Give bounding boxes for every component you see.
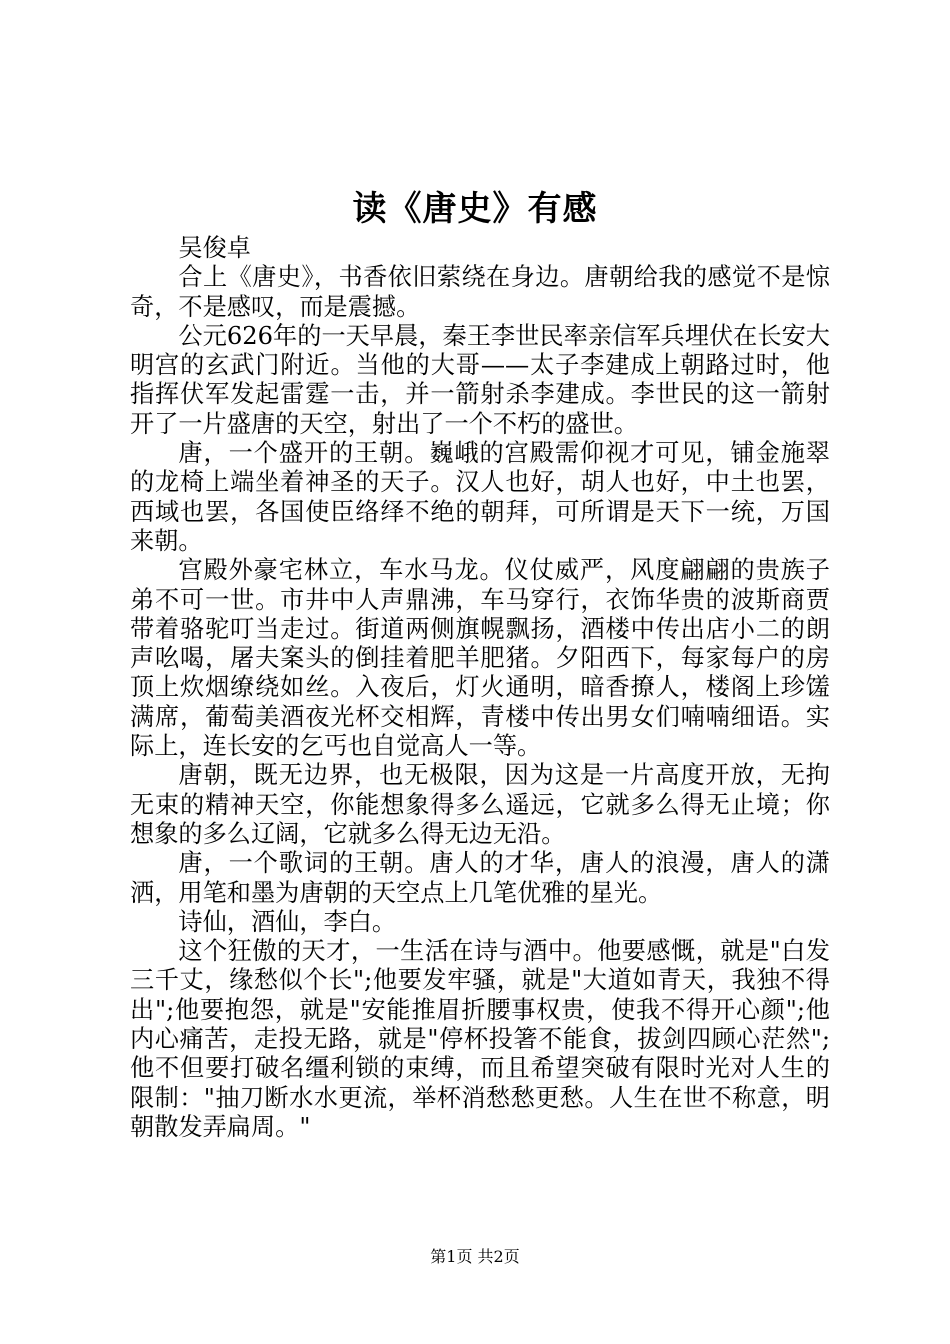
paragraph-1: 合上《唐史》，书香依旧萦绕在身边。唐朝给我的感觉不是惊奇，不是感叹，而是震撼。 [130,263,830,321]
document-title: 读《唐史》有感 [352,189,598,229]
paragraph-5: 唐朝，既无边界，也无极限，因为这是一片高度开放，无拘无束的精神天空，你能想象得多么遥远，它就多么得无止境；你想象的多么辽阔，它就多么得无边无沿。 [130,761,830,848]
paragraph-3: 唐，一个盛开的王朝。巍峨的宫殿需仰视才可见，铺金施翠的龙椅上端坐着神圣的天子。汉人也好，胡人也好，中土也罢，西域也罢，各国使臣络绎不绝的朝拜，可所谓是天下一统，万国来朝。 [130,439,830,555]
author-line: 吴俊卓 [178,234,251,262]
document-body [130,234,830,1142]
paragraph-7: 诗仙，酒仙，李白。 [178,907,397,936]
paragraph-6: 唐，一个歌词的王朝。唐人的才华，唐人的浪漫，唐人的潇洒，用笔和墨为唐朝的天空点上几笔优雅的星光。 [130,849,830,907]
page-footer: 第1页 共2页 [430,1247,520,1266]
paragraph-4: 宫殿外豪宅林立，车水马龙。仪仗威严，风度翩翩的贵族子弟不可一世。市井中人声鼎沸，车马穿行，衣饰华贵的波斯商贾带着骆驼叮当走过。街道两侧旗幌飘扬，酒楼中传出店小二的朗声吆喝，屠夫案头的倒挂着肥羊肥猪。夕阳西下，每家每户的房顶上炊烟缭绕如丝。入夜后，灯火通明，暗香撩人，楼阁上珍馐满席，葡萄美酒夜光杯交相辉，青楼中传出男女们喃喃细语。实际上，连长安的乞丐也自觉高人一等。 [130,556,830,761]
paragraph-2: 公元626年的一天早晨，秦王李世民率亲信军兵埋伏在长安大明宫的玄武门附近。当他的大哥——太子李建成上朝路过时，他指挥伏军发起雷霆一击，并一箭射杀李建成。李世民的这一箭射开了一片盛唐的天空，射出了一个不朽的盛世。 [130,321,830,438]
paragraph-8: 这个狂傲的天才，一生活在诗与酒中。他要感慨，就是"白发三千丈，缘愁似个长";他要发牢骚，就是"大道如青天，我独不得出";他要抱怨，就是"安能推眉折腰事权贵，使我不得开心颜";他内心痛苦，走投无路，就是"停杯投箸不能食，拔剑四顾心茫然";他不但要打破名缰利锁的束缚，而且希望突破有限时光对人生的限制："抽刀断水水更流，举杯消愁愁更愁。人生在世不称意，明朝散发弄扁周。" [130,937,830,1141]
